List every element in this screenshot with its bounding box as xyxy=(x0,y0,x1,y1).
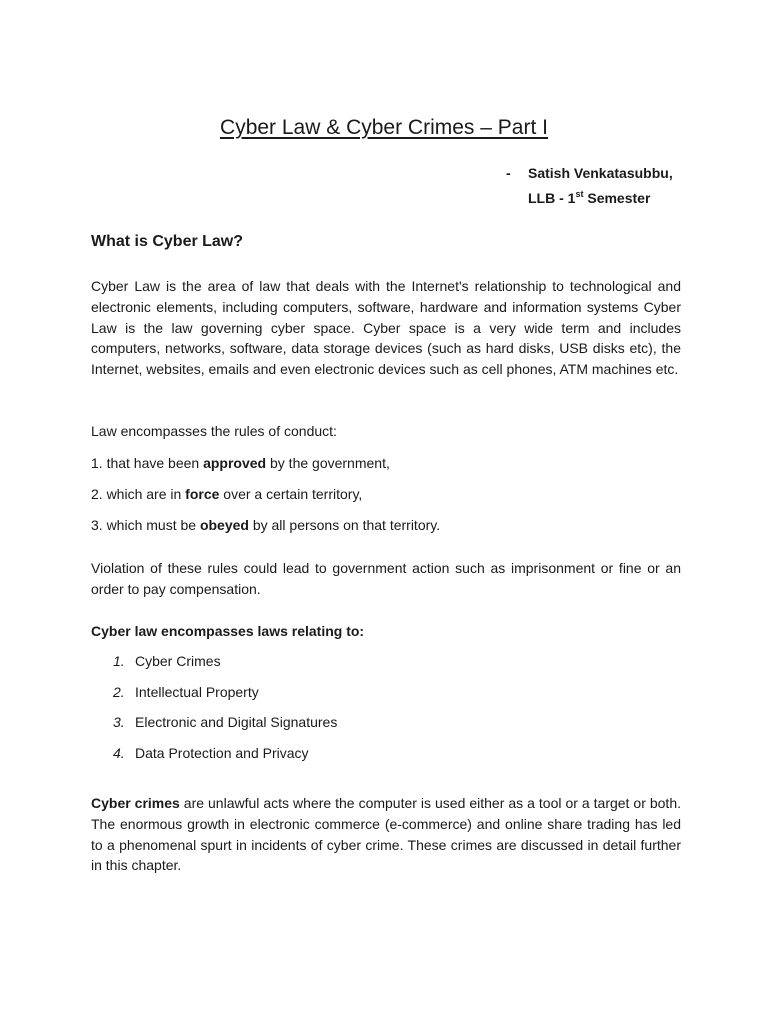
author-semester xyxy=(528,189,650,207)
semester-superscript: st xyxy=(575,189,584,199)
rule-keyword: force xyxy=(185,486,220,502)
list-item xyxy=(91,711,337,742)
list-item xyxy=(91,742,337,773)
rule-keyword: obeyed xyxy=(199,517,249,533)
list-number: 2. xyxy=(113,683,125,700)
list-label: Data Protection and Privacy xyxy=(135,745,309,762)
rule-item xyxy=(91,484,681,505)
intro-paragraph: Cyber Law is the area of law that deals with the Internet's relationship to technological and electronic elements, including computers, software, hardware and information systems Cyber Law is the law governing cyber space. Cyber space is a very wide term and includes computers, networks, software, data storage devices (such as hard disks, USB disks etc), the Internet, websites, emails and even electronic devices such as cell phones, ATM machines etc. xyxy=(91,278,681,378)
list-label: Cyber Crimes xyxy=(135,653,221,669)
semester-suffix: Semester xyxy=(583,190,651,206)
document-title: Cyber Law & Cyber Crimes – Part I xyxy=(220,116,548,139)
cyber-law-areas-list xyxy=(91,650,337,773)
cyber-crimes-term: Cyber crimes xyxy=(91,795,180,811)
section-heading: What is Cyber Law? xyxy=(91,233,244,250)
list-label: Intellectual Property xyxy=(135,683,259,700)
author-line xyxy=(506,164,673,182)
list-number: 3. xyxy=(113,714,125,731)
list-item xyxy=(91,650,337,681)
rule-text: 2. which are in xyxy=(91,486,186,502)
law-intro: Law encompasses the rules of conduct: xyxy=(91,423,337,439)
cyber-crimes-paragraph xyxy=(91,793,681,876)
rule-item xyxy=(91,453,681,474)
list-number: 4. xyxy=(113,745,125,762)
rule-text: by the government, xyxy=(266,455,390,471)
list-label: Electronic and Digital Signatures xyxy=(135,714,338,731)
author-dash: - xyxy=(506,165,511,181)
rule-item xyxy=(91,515,681,536)
semester-prefix: LLB - 1 xyxy=(528,190,576,206)
violation-paragraph: Violation of these rules could lead to government action such as imprisonment or fine or an order to pay compensation. xyxy=(91,560,681,597)
rule-text: 3. which must be xyxy=(91,517,200,533)
rule-text: by all persons on that territory. xyxy=(248,517,441,533)
list-number: 1. xyxy=(113,653,125,669)
cyber-crimes-text: are unlawful acts where the computer is used either as a tool or a target or both. The enormous growth in electronic commerce (e-commerce) and online share trading has led to a phenomenal spurt in incidents of cyber crime. These crimes are discussed in detail further in this chapter. xyxy=(91,795,681,874)
rule-text: over a certain territory, xyxy=(219,486,363,502)
cyber-law-subheading: Cyber law encompasses laws relating to: xyxy=(91,623,365,639)
list-item xyxy=(91,681,337,712)
author-name: Satish Venkatasubbu, xyxy=(528,165,673,181)
rule-keyword: approved xyxy=(203,455,267,471)
rule-text: 1. that have been xyxy=(91,455,204,471)
